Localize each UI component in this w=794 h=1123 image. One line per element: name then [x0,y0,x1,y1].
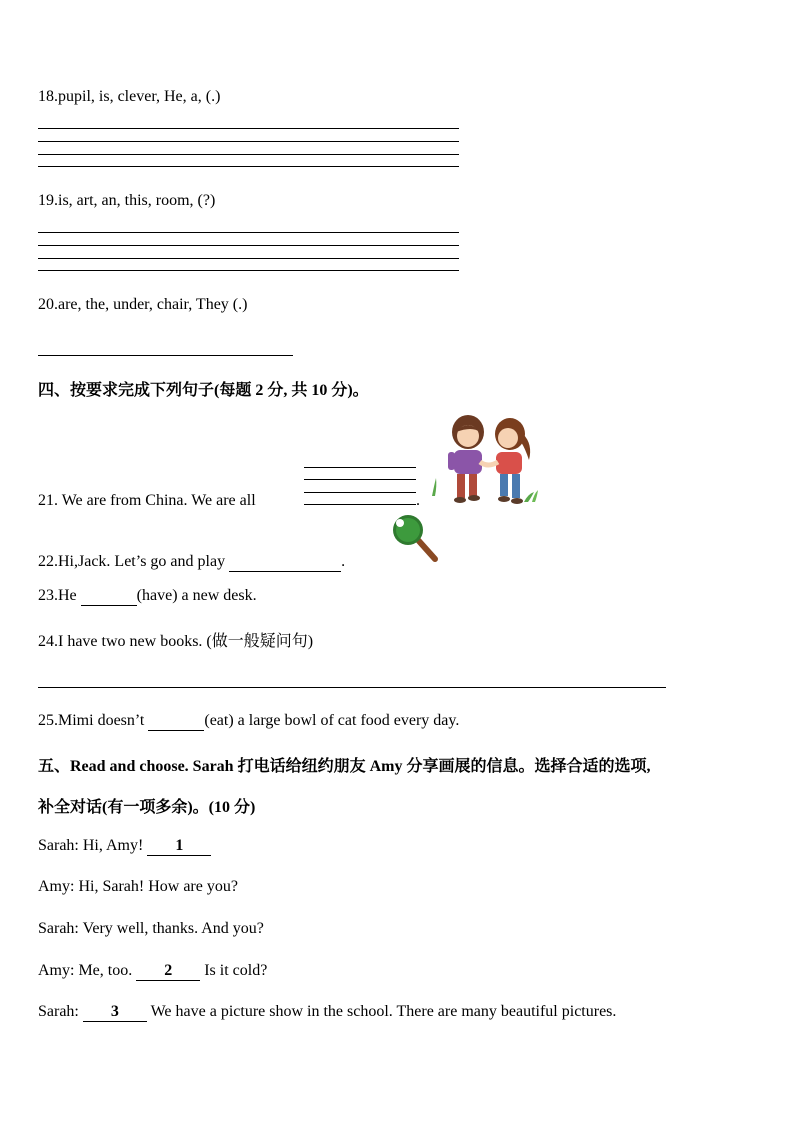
dialogue-line-5 [38,1003,616,1022]
answer-line [38,166,459,167]
section-4-heading: 四、按要求完成下列句子(每题 2 分, 共 10 分)。 [38,382,369,399]
section-5-heading-line-1: 五、Read and choose. Sarah 打电话给纽约朋友 Amy 分享画展的信息。选择合适的选项, [38,758,651,775]
dialogue-blank-1: 1 [147,837,211,856]
dialogue-text: We have a picture show in the school. There are many beautiful pictures. [150,1003,617,1020]
dialogue-blank-2: 2 [136,962,200,981]
answer-line [304,467,416,468]
dialogue-blank-3: 3 [83,1003,147,1022]
question-22-text: 22.Hi,Jack. Let’s go and play [38,553,226,570]
question-24: 24.I have two new books. (做一般疑问句) [38,633,314,650]
two-girls-picture [424,410,544,508]
question-25-start: 25.Mimi doesn’t [38,712,145,729]
question-23-start: 23.He [38,587,77,604]
answer-line [38,232,459,233]
dialogue-text: Is it cold? [204,962,268,979]
dialogue-speaker-text: Amy: Me, too. [38,962,133,979]
question-22 [38,553,345,572]
question-22-period: . [341,553,346,570]
answer-line [38,141,459,142]
dialogue-line-2: Amy: Hi, Sarah! How are you? [38,878,238,895]
answer-line [38,258,459,259]
answer-blank [81,587,137,606]
dialogue-line-4 [38,962,267,981]
question-18: 18.pupil, is, clever, He, a, (.) [38,88,221,105]
answer-line [38,355,293,356]
dialogue-speaker-text: Sarah: Hi, Amy! [38,837,144,854]
dialogue-line-3: Sarah: Very well, thanks. And you? [38,920,264,937]
question-23 [38,587,257,606]
dialogue-line-1 [38,837,211,856]
answer-line [38,128,459,129]
answer-blank [229,553,341,572]
question-21-period: . [416,492,420,509]
dialogue-speaker-text: Sarah: [38,1003,79,1020]
answer-line [304,479,416,480]
ping-pong-paddle-picture [390,514,440,564]
answer-line [38,154,459,155]
answer-line [304,492,416,493]
question-23-end: (have) a new desk. [136,587,257,604]
answer-line [38,245,459,246]
question-19: 19.is, art, an, this, room, (?) [38,192,216,209]
question-20: 20.are, the, under, chair, They (.) [38,296,248,313]
answer-line [38,270,459,271]
answer-line [304,504,416,505]
section-5-heading-line-2: 补全对话(有一项多余)。(10 分) [38,799,256,816]
question-21: 21. We are from China. We are all [38,492,256,509]
question-25-end: (eat) a large bowl of cat food every day. [204,712,460,729]
answer-blank [148,712,204,731]
question-25 [38,712,459,731]
answer-line [38,687,666,688]
